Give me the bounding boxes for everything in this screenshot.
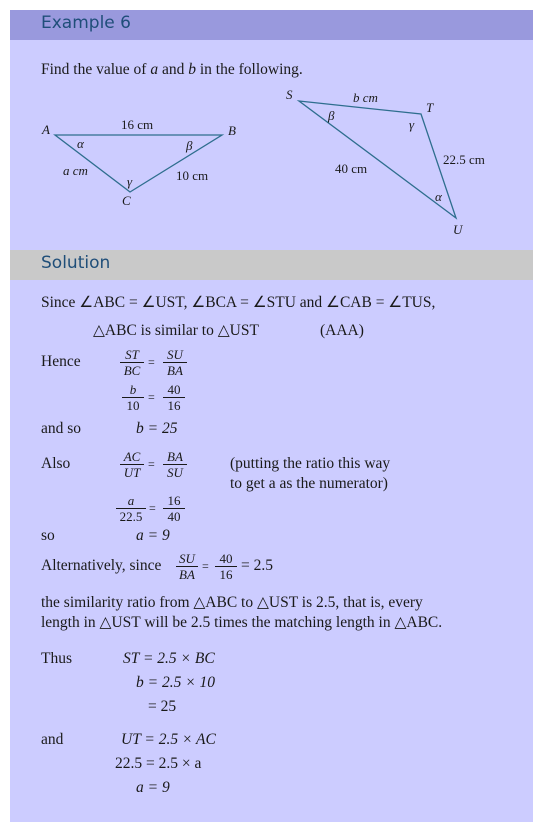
fraction-su-ba: $\frac{SU}{BA}$ (163, 347, 187, 378)
angle-t-label: γ (409, 117, 415, 132)
fraction-40-16: $\frac{40}{16}$ (163, 382, 185, 413)
and-equation-1: UT = 2.5 × AC (121, 731, 216, 748)
fraction-b-10: $\frac{b}{10}$ (122, 382, 144, 413)
fraction-ba-su: $\frac{BA}{SU}$ (163, 449, 187, 480)
ratio-note-line-1: (putting the ratio this way (230, 455, 391, 472)
angle-a-label: α (77, 136, 84, 151)
triangle-ust (299, 101, 456, 218)
thus-label: Thus (41, 650, 72, 667)
side-bc-label: 10 cm (176, 168, 209, 183)
thus-equation-3: = 25 (148, 698, 177, 715)
vertex-s-label: S (286, 87, 293, 102)
ratio-explanation-1: the similarity ratio from △ABC to △UST is 2.5, that is, every (41, 594, 423, 611)
fraction-su-ba-alt: $\frac{SU}{BA}$ (176, 551, 198, 582)
equals-sign: = (202, 559, 209, 573)
angle-c-label: γ (127, 174, 133, 189)
also-label: Also (41, 455, 71, 472)
vertex-t-label: T (426, 100, 434, 115)
fraction-ac-ut: $\frac{AC}{UT}$ (120, 449, 144, 480)
fraction-16-40: $\frac{16}{40}$ (163, 493, 185, 524)
question-text: Find the value of a and b in the following. (41, 61, 303, 78)
and-so-label: and so (41, 420, 82, 437)
hence-label: Hence (41, 353, 81, 370)
thus-equation-2: b = 2.5 × 10 (136, 674, 216, 691)
equals-sign: = (148, 355, 155, 369)
alternative-result: = 2.5 (241, 557, 273, 574)
and-equation-3: a = 9 (136, 779, 170, 796)
so-label: so (41, 527, 55, 544)
example-panel (10, 10, 533, 822)
triangle-figures (10, 10, 533, 250)
vertex-b-label: B (228, 123, 236, 138)
ratio-note-line-2: to get a as the numerator) (230, 475, 388, 492)
fraction-a-22-5: $\frac{a}{22.5}$ (116, 493, 146, 524)
equals-sign: = (148, 390, 155, 404)
similarity-reason: (AAA) (320, 322, 364, 339)
side-su-label: 40 cm (335, 161, 368, 176)
and-label: and (41, 731, 64, 748)
solution-header-band (10, 250, 533, 280)
and-equation-2: 22.5 = 2.5 × a (115, 755, 202, 772)
vertex-a-label: A (42, 122, 50, 137)
example-title: Example 6 (41, 13, 131, 33)
side-ab-label: 16 cm (121, 117, 154, 132)
vertex-c-label: C (122, 193, 131, 208)
vertex-u-label: U (453, 222, 463, 237)
ratio-explanation-2: length in △UST will be 2.5 times the matching length in △ABC. (41, 614, 443, 631)
solution-title: Solution (41, 253, 111, 273)
side-st-label: b cm (353, 90, 378, 105)
equals-sign: = (149, 501, 156, 515)
b-result: b = 25 (136, 420, 178, 437)
thus-equation-1: ST = 2.5 × BC (123, 650, 215, 667)
side-ac-label: a cm (63, 163, 88, 178)
equals-sign: = (148, 457, 155, 471)
fraction-40-16-alt: $\frac{40}{16}$ (215, 551, 237, 582)
angle-b-label: β (186, 138, 193, 153)
side-tu-label: 22.5 cm (443, 152, 485, 167)
angle-s-label: β (328, 108, 335, 123)
solution-line-1: Since ∠ABC = ∠UST, ∠BCA = ∠STU and ∠CAB = ∠TUS, (41, 294, 436, 311)
similarity-statement: △ABC is similar to △UST (93, 322, 259, 339)
fraction-st-bc: $\frac{ST}{BC}$ (120, 347, 144, 378)
angle-u-label: α (435, 189, 442, 204)
alternative-prefix: Alternatively, since (41, 557, 162, 574)
a-result: a = 9 (136, 527, 170, 544)
